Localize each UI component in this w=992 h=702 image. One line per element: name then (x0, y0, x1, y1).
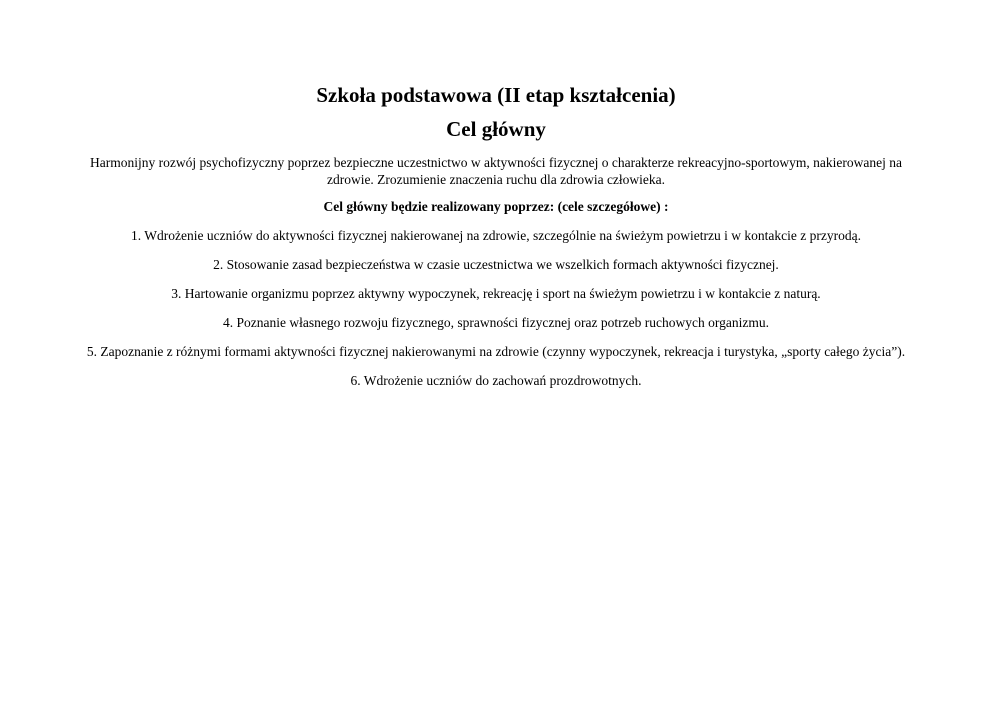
document-content (80, 82, 912, 389)
section-heading-main-goal: Cel główny (446, 117, 546, 141)
main-goal-description: Harmonijny rozwój psychofizyczny poprzez bezpieczne uczestnictwo w aktywności fizycznej o charakterze rekreacyjno-sportowym, nakierowanej na zdrowie. Zrozumienie znaczenia ruchu dla zdrowia człowieka. (90, 155, 902, 187)
goal-item: 1. Wdrożenie uczniów do aktywności fizycznej nakierowanej na zdrowie, szczególnie na świeżym powietrzu i w kontakcie z przyrodą. (131, 228, 861, 243)
specific-goals-lead: Cel główny będzie realizowany poprzez: (cele szczegółowe) : (323, 199, 669, 214)
goal-item: 3. Hartowanie organizmu poprzez aktywny wypoczynek, rekreację i sport na świeżym powietrzu i w kontakcie z naturą. (171, 286, 821, 301)
goal-item: 6. Wdrożenie uczniów do zachowań prozdrowotnych. (350, 373, 642, 388)
goal-item: 5. Zapoznanie z różnymi formami aktywności fizycznej nakierowanymi na zdrowie (czynny wypoczynek, rekreacja i turystyka, „sporty całego życia”). (86, 344, 906, 359)
specific-goals-list (80, 227, 912, 389)
document-title: Szkoła podstawowa (II etap kształcenia) (316, 83, 676, 107)
goal-item: 2. Stosowanie zasad bezpieczeństwa w czasie uczestnictwa we wszelkich formach aktywności fizycznej. (213, 257, 779, 272)
goal-item: 4. Poznanie własnego rozwoju fizycznego, sprawności fizycznej oraz potrzeb ruchowych organizmu. (223, 315, 769, 330)
